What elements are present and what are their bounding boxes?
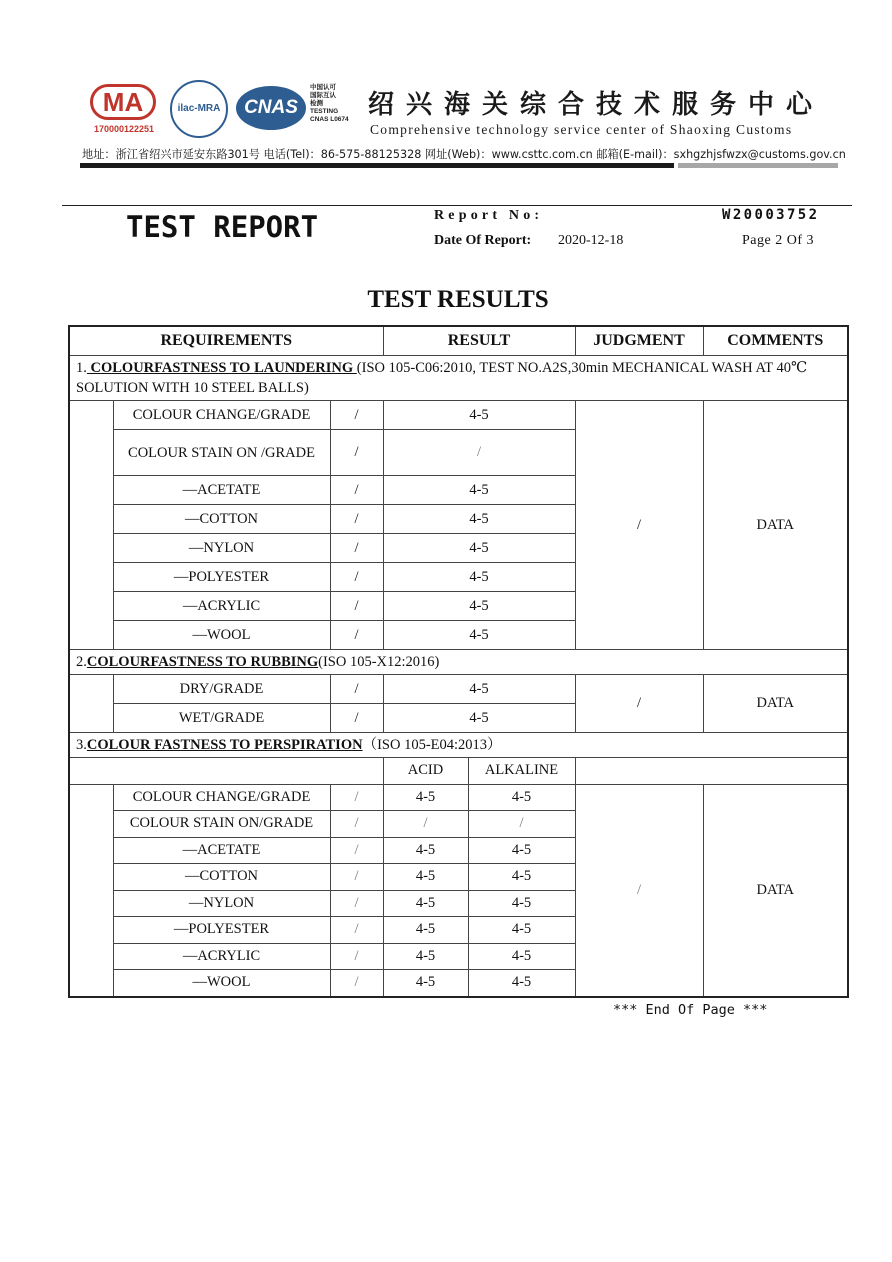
requirement-value: / <box>330 970 383 997</box>
acid-value: 4-5 <box>383 890 468 917</box>
acid-value: 4-5 <box>383 864 468 891</box>
alkaline-value: 4-5 <box>468 784 575 811</box>
report-date: 2020-12-18 <box>558 233 624 248</box>
alkaline-value: 4-5 <box>468 837 575 864</box>
header-result: RESULT <box>383 326 575 356</box>
table-row <box>69 675 848 704</box>
section3-title: COLOUR FASTNESS TO PERSPIRATION <box>86 737 363 753</box>
cma-mark: MA <box>90 84 156 120</box>
section2-title: COLOURFASTNESS TO RUBBING <box>86 654 319 670</box>
cma-number: 170000122251 <box>93 124 155 134</box>
page-indicator: Page 2 Of 3 <box>742 233 814 248</box>
acid-value: 4-5 <box>383 917 468 944</box>
requirement-value: / <box>330 943 383 970</box>
header-comments: COMMENTS <box>703 326 848 356</box>
result-value: 4-5 <box>383 704 575 733</box>
row-spacer <box>69 784 113 997</box>
requirement-value: / <box>330 476 383 505</box>
test-item: —ACETATE <box>113 476 330 505</box>
test-item: COLOUR STAIN ON/GRADE <box>113 811 330 838</box>
requirement-value: / <box>330 784 383 811</box>
end-of-page-note: *** End Of Page *** <box>613 1002 768 1018</box>
test-item: —POLYESTER <box>113 917 330 944</box>
test-item: COLOUR CHANGE/GRADE <box>113 784 330 811</box>
section1-title: COLOURFASTNESS TO LAUNDERING <box>86 360 357 376</box>
contact-address: 地址：浙江省绍兴市延安东路301号 电话(Tel)：86-575-88125328 网址(Web)：www.csttc.com.cn 邮箱(E-mail)：sxhgzhjsfwzx@customs.gov.cn <box>82 148 846 161</box>
sub-header-row <box>69 758 848 785</box>
requirement-value: / <box>330 505 383 534</box>
results-table <box>68 325 849 998</box>
result-value: 4-5 <box>383 592 575 621</box>
acid-value: 4-5 <box>383 837 468 864</box>
report-no-label: Report No: <box>434 208 544 223</box>
result-value: 4-5 <box>383 476 575 505</box>
test-item: —WOOL <box>113 621 330 650</box>
results-title: TEST RESULTS <box>367 286 549 313</box>
requirement-value: / <box>330 837 383 864</box>
test-item: —POLYESTER <box>113 563 330 592</box>
table-header-row <box>69 326 848 356</box>
header-judgment: JUDGMENT <box>575 326 703 356</box>
comments-value: DATA <box>703 401 848 650</box>
judgment-value: / <box>575 675 703 733</box>
ilac-mra-logo: ilac-MRA <box>170 80 228 138</box>
letterhead-rule-gray <box>678 163 838 168</box>
acid-value: 4-5 <box>383 970 468 997</box>
test-item: COLOUR STAIN ON /GRADE <box>113 430 330 476</box>
requirement-value: / <box>330 621 383 650</box>
acid-value: 4-5 <box>383 784 468 811</box>
sub-header-blank <box>575 758 848 785</box>
requirement-value: / <box>330 864 383 891</box>
alkaline-value: 4-5 <box>468 917 575 944</box>
result-value: / <box>383 430 575 476</box>
alkaline-value: 4-5 <box>468 943 575 970</box>
table-row <box>69 401 848 430</box>
result-value: 4-5 <box>383 621 575 650</box>
test-item: —NYLON <box>113 534 330 563</box>
comments-value: DATA <box>703 784 848 997</box>
test-item: —WOOL <box>113 970 330 997</box>
test-item: DRY/GRADE <box>113 675 330 704</box>
requirement-value: / <box>330 704 383 733</box>
section-heading <box>69 650 848 675</box>
test-item: —ACETATE <box>113 837 330 864</box>
org-name-cn: 绍兴海关综合技术服务中心 <box>368 90 825 120</box>
result-value: 4-5 <box>383 505 575 534</box>
table-row <box>69 784 848 811</box>
alkaline-value: 4-5 <box>468 970 575 997</box>
test-item: WET/GRADE <box>113 704 330 733</box>
section2-detail: (ISO 105-X12:2016) <box>318 654 440 670</box>
cnas-logo: CNAS <box>236 86 306 130</box>
result-value: 4-5 <box>383 563 575 592</box>
acid-value: / <box>383 811 468 838</box>
section-heading <box>69 356 848 401</box>
section3-detail: （ISO 105-E04:2013） <box>362 737 502 753</box>
requirement-value: / <box>330 401 383 430</box>
test-item: —ACRYLIC <box>113 943 330 970</box>
requirement-value: / <box>330 890 383 917</box>
org-name-en: Comprehensive technology service center of Shaoxing Customs <box>370 122 793 137</box>
requirement-value: / <box>330 811 383 838</box>
requirement-value: / <box>330 534 383 563</box>
requirement-value: / <box>330 592 383 621</box>
requirement-value: / <box>330 430 383 476</box>
letterhead-rule <box>80 163 674 168</box>
acid-value: 4-5 <box>383 943 468 970</box>
sub-header-alkaline: ALKALINE <box>468 758 575 785</box>
result-value: 4-5 <box>383 675 575 704</box>
header-requirements: REQUIREMENTS <box>69 326 383 356</box>
comments-value: DATA <box>703 675 848 733</box>
requirement-value: / <box>330 917 383 944</box>
alkaline-value: 4-5 <box>468 864 575 891</box>
sub-header-blank <box>69 758 383 785</box>
section1-detail: (ISO 105-C06:2010, TEST NO.A2S,30min MECHANICAL WASH AT 40℃ SOLUTION WITH 10 STEEL BALLS) <box>76 360 808 396</box>
cma-logo <box>86 84 160 140</box>
accreditation-logos <box>86 80 356 140</box>
judgment-value: / <box>575 401 703 650</box>
section-heading <box>69 733 848 758</box>
row-spacer <box>69 401 113 650</box>
test-item: —COTTON <box>113 864 330 891</box>
judgment-value: / <box>575 784 703 997</box>
test-item: —COTTON <box>113 505 330 534</box>
requirement-value: / <box>330 675 383 704</box>
report-number: W20003752 <box>722 207 820 223</box>
cnas-caption: 中国认可 国际互认 检测 TESTING CNAS L0674 <box>310 84 349 123</box>
test-item: —ACRYLIC <box>113 592 330 621</box>
alkaline-value: / <box>468 811 575 838</box>
test-item: —NYLON <box>113 890 330 917</box>
requirement-value: / <box>330 563 383 592</box>
result-value: 4-5 <box>383 534 575 563</box>
section1-heading: 1. COLOURFASTNESS TO LAUNDERING (ISO 105-C06:2010, TEST NO.A2S,30min MECHANICAL WASH AT 40℃ SOLUTION WITH 10 STEEL BALLS) <box>69 356 848 401</box>
test-item: COLOUR CHANGE/GRADE <box>113 401 330 430</box>
alkaline-value: 4-5 <box>468 890 575 917</box>
report-date-label: Date Of Report: <box>434 233 532 248</box>
result-value: 4-5 <box>383 401 575 430</box>
header-divider <box>62 205 852 206</box>
sub-header-acid: ACID <box>383 758 468 785</box>
section2-heading: 2.COLOURFASTNESS TO RUBBING(ISO 105-X12:2016) <box>69 650 848 675</box>
section3-heading: 3.COLOUR FASTNESS TO PERSPIRATION（ISO 105-E04:2013） <box>69 733 848 758</box>
report-title: TEST REPORT <box>126 210 319 244</box>
row-spacer <box>69 675 113 733</box>
